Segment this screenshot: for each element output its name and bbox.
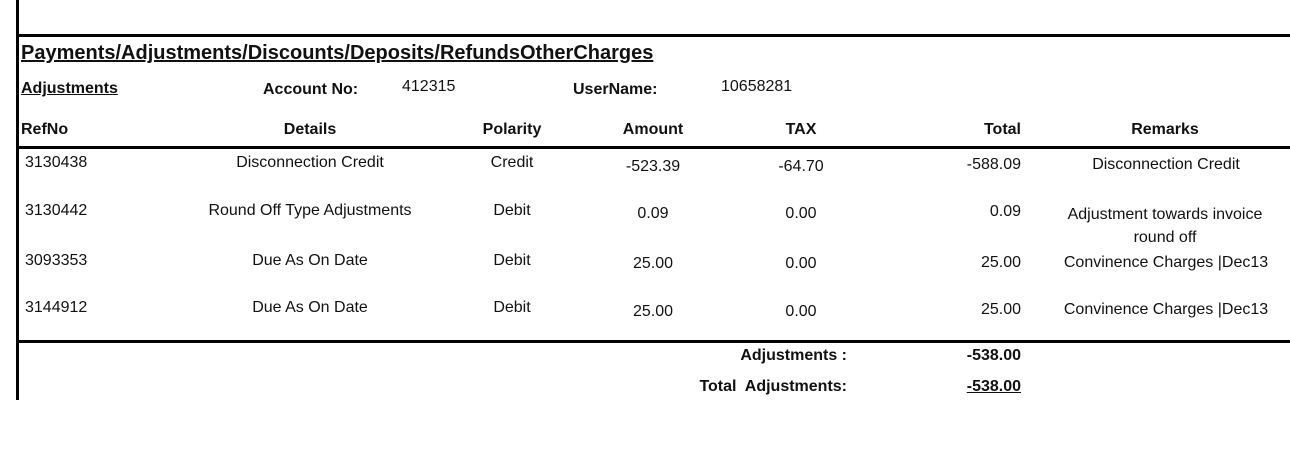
cell-details: Due As On Date xyxy=(252,299,368,316)
col-header-refno: RefNo xyxy=(21,121,69,138)
adjustments-label: Adjustments : xyxy=(740,347,847,364)
username-label: UserName: xyxy=(573,81,658,98)
cell-details: Due As On Date xyxy=(252,252,368,269)
account-value: 412315 xyxy=(402,78,456,95)
col-header-total: Total xyxy=(983,121,1021,138)
cell-total: 0.09 xyxy=(989,203,1021,220)
adjustments-value: -538.00 xyxy=(966,347,1021,364)
footer-divider xyxy=(16,340,1290,343)
col-header-amount: Amount xyxy=(622,121,684,138)
cell-remarks: Disconnection Credit xyxy=(1092,156,1240,173)
total-adjustments-label: Total Adjustments: xyxy=(699,378,847,395)
cell-amount: 0.09 xyxy=(637,205,669,222)
header-divider xyxy=(16,146,1290,149)
cell-remarks: Convinence Charges |Dec13 xyxy=(1063,254,1269,271)
cell-polarity: Debit xyxy=(493,252,531,269)
col-header-remarks: Remarks xyxy=(1131,121,1199,138)
subsection-title: Adjustments xyxy=(21,80,118,97)
username-value: 10658281 xyxy=(721,78,793,95)
total-adjustments-value: -538.00 xyxy=(966,378,1021,395)
cell-amount: 25.00 xyxy=(632,303,674,320)
cell-polarity: Credit xyxy=(490,154,534,171)
cell-refno: 3093353 xyxy=(25,252,88,269)
account-label: Account No: xyxy=(263,81,359,98)
cell-total: 25.00 xyxy=(980,254,1021,271)
cell-details: Round Off Type Adjustments xyxy=(208,202,412,219)
cell-tax: 0.00 xyxy=(785,303,817,320)
cell-refno: 3144912 xyxy=(25,299,88,316)
col-header-polarity: Polarity xyxy=(482,121,542,138)
col-header-details: Details xyxy=(283,121,337,138)
cell-tax: 0.00 xyxy=(785,255,817,272)
col-header-tax: TAX xyxy=(785,121,817,138)
cell-remarks: Adjustment towards invoice round off xyxy=(1067,206,1263,246)
cell-polarity: Debit xyxy=(493,202,531,219)
cell-total: 25.00 xyxy=(980,301,1021,318)
cell-amount: 25.00 xyxy=(632,255,674,272)
cell-refno: 3130438 xyxy=(25,154,88,171)
top-divider xyxy=(16,34,1290,37)
cell-refno: 3130442 xyxy=(25,202,88,219)
cell-remarks: Convinence Charges |Dec13 xyxy=(1063,301,1269,318)
section-title: Payments/Adjustments/Discounts/Deposits/RefundsOtherCharges xyxy=(21,42,654,64)
cell-details: Disconnection Credit xyxy=(236,154,384,171)
cell-total: -588.09 xyxy=(966,156,1021,173)
cell-polarity: Debit xyxy=(493,299,531,316)
cell-tax: -64.70 xyxy=(778,158,824,175)
cell-amount: -523.39 xyxy=(625,158,681,175)
cell-tax: 0.00 xyxy=(785,205,817,222)
